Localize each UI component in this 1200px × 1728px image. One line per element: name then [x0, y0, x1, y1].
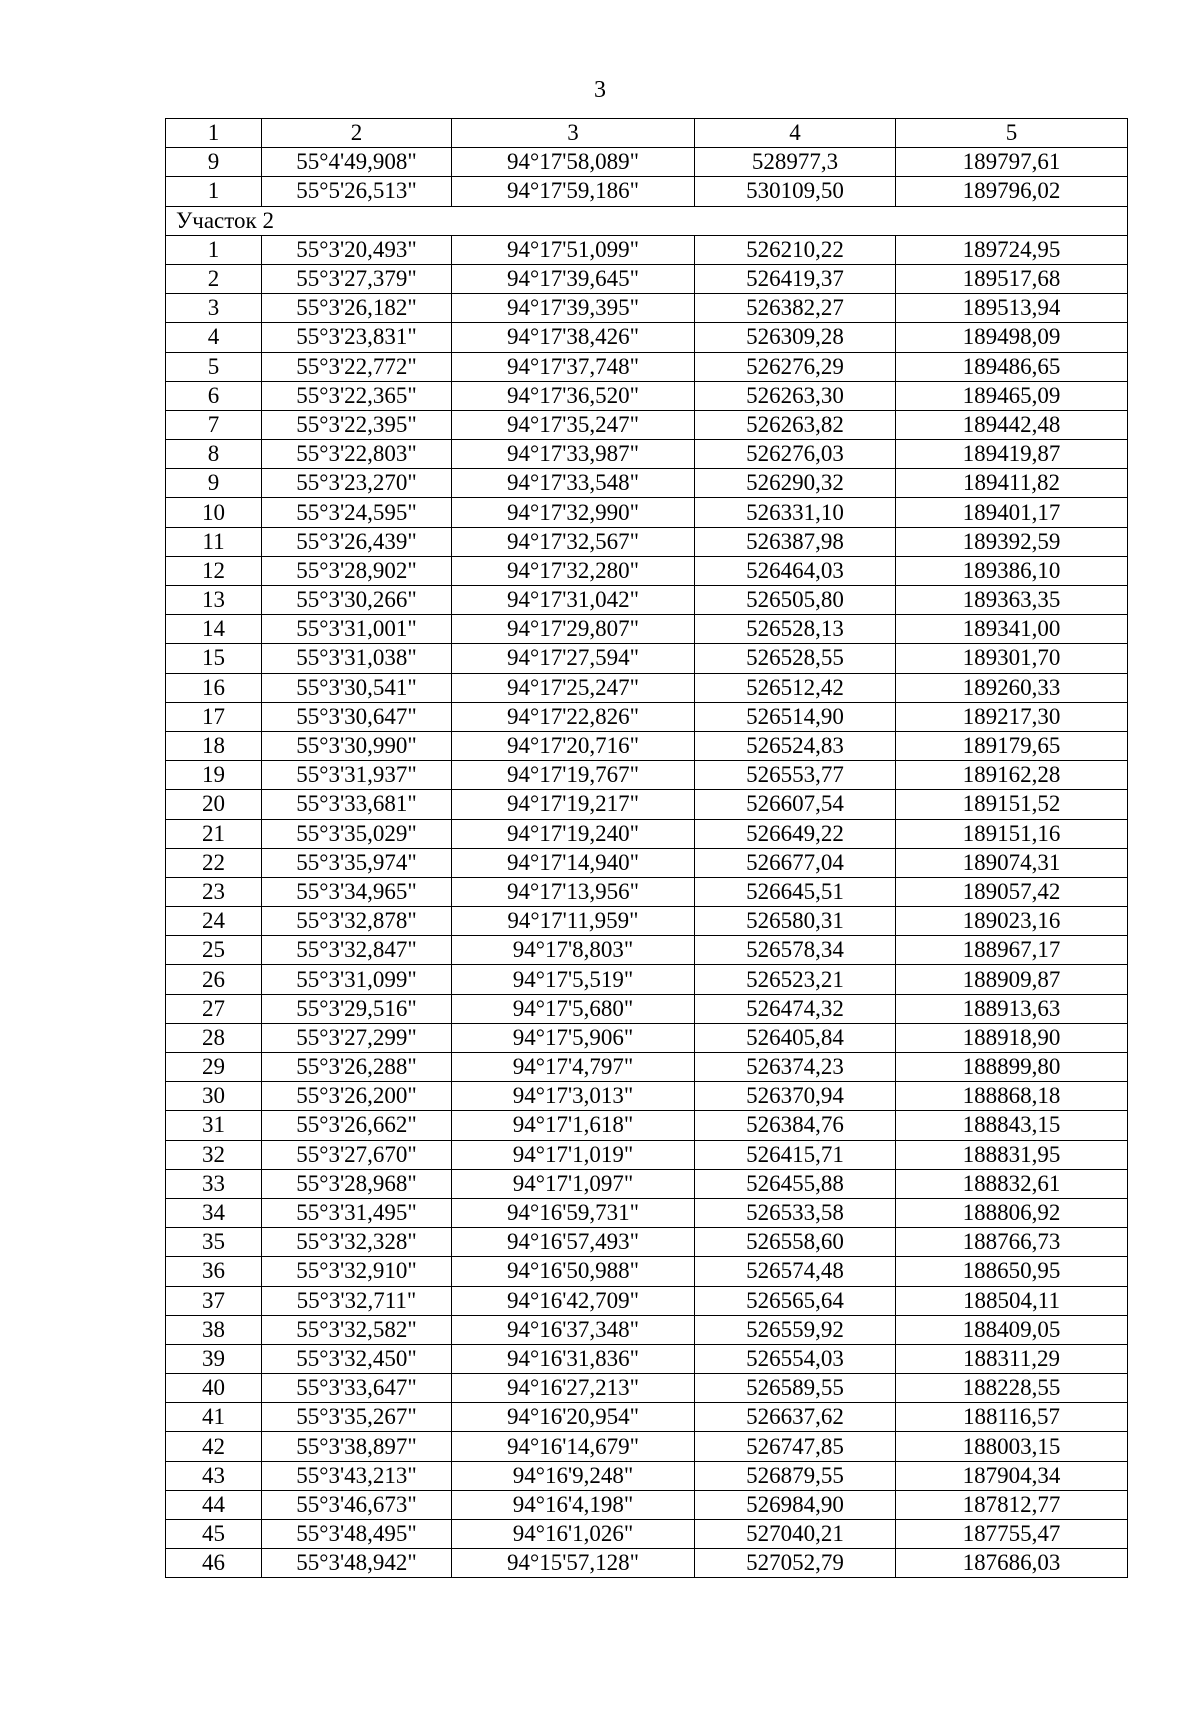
table-row: [166, 1140, 1128, 1169]
table-row: [166, 381, 1128, 410]
table-cell: 189301,70: [896, 644, 1128, 673]
table-cell: 55°3'22,772": [262, 352, 452, 381]
table-cell: 94°16'27,213": [452, 1374, 695, 1403]
table-cell: 19: [166, 761, 262, 790]
table-cell: 94°16'50,988": [452, 1257, 695, 1286]
table-cell: 94°17'32,990": [452, 498, 695, 527]
table-cell: 55°3'27,379": [262, 264, 452, 293]
table-row: [166, 1198, 1128, 1227]
table-cell: 94°16'1,026": [452, 1520, 695, 1549]
coordinates-table-body: [166, 119, 1128, 1578]
table-cell: 188003,15: [896, 1432, 1128, 1461]
table-row: [166, 1520, 1128, 1549]
table-cell: 55°3'31,495": [262, 1198, 452, 1227]
table-cell: 189442,48: [896, 410, 1128, 439]
table-cell: 188843,15: [896, 1111, 1128, 1140]
table-cell: 188311,29: [896, 1344, 1128, 1373]
table-cell: 55°3'31,001": [262, 615, 452, 644]
table-cell: 189057,42: [896, 877, 1128, 906]
table-cell: 189724,95: [896, 235, 1128, 264]
header-cell: 4: [695, 119, 896, 148]
table-cell: 37: [166, 1286, 262, 1315]
table-cell: 526405,84: [695, 1023, 896, 1052]
table-cell: 94°17'32,280": [452, 556, 695, 585]
table-cell: 188967,17: [896, 936, 1128, 965]
table-cell: 526578,34: [695, 936, 896, 965]
table-cell: 189498,09: [896, 323, 1128, 352]
table-cell: 526370,94: [695, 1082, 896, 1111]
table-cell: 94°17'29,807": [452, 615, 695, 644]
table-cell: 24: [166, 907, 262, 936]
table-cell: 94°16'57,493": [452, 1228, 695, 1257]
table-cell: 28: [166, 1023, 262, 1052]
table-row: [166, 498, 1128, 527]
table-cell: 40: [166, 1374, 262, 1403]
table-cell: 34: [166, 1198, 262, 1227]
table-cell: 15: [166, 644, 262, 673]
table-cell: 526984,90: [695, 1490, 896, 1519]
table-cell: 94°17'36,520": [452, 381, 695, 410]
table-row: [166, 410, 1128, 439]
table-row: [166, 819, 1128, 848]
table-cell: 55°3'32,328": [262, 1228, 452, 1257]
table-cell: 189465,09: [896, 381, 1128, 410]
table-cell: 1: [166, 235, 262, 264]
table-cell: 526553,77: [695, 761, 896, 790]
header-cell: 2: [262, 119, 452, 148]
table-row: [166, 1549, 1128, 1578]
table-cell: 189486,65: [896, 352, 1128, 381]
table-cell: 526558,60: [695, 1228, 896, 1257]
table-row: [166, 1432, 1128, 1461]
table-cell: 55°3'32,910": [262, 1257, 452, 1286]
table-cell: 23: [166, 877, 262, 906]
section-row: [166, 206, 1128, 235]
table-cell: 35: [166, 1228, 262, 1257]
table-row: [166, 1403, 1128, 1432]
table-cell: 36: [166, 1257, 262, 1286]
table-cell: 526524,83: [695, 731, 896, 760]
table-cell: 14: [166, 615, 262, 644]
table-cell: 528977,3: [695, 148, 896, 177]
table-cell: 55°3'33,647": [262, 1374, 452, 1403]
table-cell: 526474,32: [695, 994, 896, 1023]
table-cell: 39: [166, 1344, 262, 1373]
table-cell: 55°3'46,673": [262, 1490, 452, 1519]
table-cell: 55°3'23,270": [262, 469, 452, 498]
table-cell: 188899,80: [896, 1053, 1128, 1082]
table-cell: 526574,48: [695, 1257, 896, 1286]
table-row: [166, 907, 1128, 936]
table-cell: 18: [166, 731, 262, 760]
section-label: Участок 2: [166, 206, 1128, 235]
table-cell: 94°17'39,645": [452, 264, 695, 293]
table-cell: 94°17'5,519": [452, 965, 695, 994]
table-cell: 526523,21: [695, 965, 896, 994]
table-cell: 94°17'19,217": [452, 790, 695, 819]
table-cell: 526290,32: [695, 469, 896, 498]
table-cell: 55°3'26,439": [262, 527, 452, 556]
table-cell: 94°17'3,013": [452, 1082, 695, 1111]
table-cell: 526263,30: [695, 381, 896, 410]
table-cell: 55°3'48,942": [262, 1549, 452, 1578]
table-cell: 526309,28: [695, 323, 896, 352]
table-cell: 188766,73: [896, 1228, 1128, 1257]
table-cell: 189392,59: [896, 527, 1128, 556]
table-cell: 189151,16: [896, 819, 1128, 848]
table-cell: 55°3'30,647": [262, 702, 452, 731]
table-cell: 21: [166, 819, 262, 848]
table-cell: 189023,16: [896, 907, 1128, 936]
table-cell: 55°3'30,990": [262, 731, 452, 760]
table-cell: 189260,33: [896, 673, 1128, 702]
table-row: [166, 790, 1128, 819]
table-cell: 29: [166, 1053, 262, 1082]
table-cell: 55°3'26,200": [262, 1082, 452, 1111]
table-cell: 188806,92: [896, 1198, 1128, 1227]
table-cell: 55°3'28,968": [262, 1169, 452, 1198]
table-cell: 526533,58: [695, 1198, 896, 1227]
table-cell: 55°3'43,213": [262, 1461, 452, 1490]
table-cell: 94°16'14,679": [452, 1432, 695, 1461]
table-cell: 189151,52: [896, 790, 1128, 819]
table-row: [166, 936, 1128, 965]
table-cell: 188913,63: [896, 994, 1128, 1023]
table-row: [166, 877, 1128, 906]
table-cell: 94°17'4,797": [452, 1053, 695, 1082]
table-cell: 527052,79: [695, 1549, 896, 1578]
table-cell: 526415,71: [695, 1140, 896, 1169]
table-cell: 187755,47: [896, 1520, 1128, 1549]
table-cell: 55°3'23,831": [262, 323, 452, 352]
table-cell: 9: [166, 148, 262, 177]
table-cell: 94°17'58,089": [452, 148, 695, 177]
table-cell: 17: [166, 702, 262, 731]
table-cell: 526528,55: [695, 644, 896, 673]
table-row: [166, 1286, 1128, 1315]
table-cell: 7: [166, 410, 262, 439]
table-cell: 55°3'30,266": [262, 586, 452, 615]
table-cell: 94°16'59,731": [452, 1198, 695, 1227]
table-cell: 527040,21: [695, 1520, 896, 1549]
table-cell: 189217,30: [896, 702, 1128, 731]
table-cell: 526276,03: [695, 440, 896, 469]
table-row: [166, 527, 1128, 556]
table-row: [166, 1374, 1128, 1403]
table-cell: 189401,17: [896, 498, 1128, 527]
table-cell: 10: [166, 498, 262, 527]
table-cell: 20: [166, 790, 262, 819]
table-cell: 55°3'48,495": [262, 1520, 452, 1549]
table-row: [166, 556, 1128, 585]
table-cell: 55°3'31,038": [262, 644, 452, 673]
table-cell: 189513,94: [896, 294, 1128, 323]
table-cell: 94°16'4,198": [452, 1490, 695, 1519]
table-cell: 42: [166, 1432, 262, 1461]
table-row: [166, 1053, 1128, 1082]
table-cell: 189363,35: [896, 586, 1128, 615]
table-row: [166, 1228, 1128, 1257]
table-cell: 55°3'35,029": [262, 819, 452, 848]
table-cell: 55°3'32,878": [262, 907, 452, 936]
table-cell: 94°16'20,954": [452, 1403, 695, 1432]
table-cell: 187812,77: [896, 1490, 1128, 1519]
table-cell: 187904,34: [896, 1461, 1128, 1490]
table-cell: 55°3'34,965": [262, 877, 452, 906]
table-cell: 94°17'1,097": [452, 1169, 695, 1198]
table-cell: 32: [166, 1140, 262, 1169]
table-cell: 25: [166, 936, 262, 965]
table-cell: 11: [166, 527, 262, 556]
table-cell: 189074,31: [896, 848, 1128, 877]
table-row: [166, 323, 1128, 352]
table-row: [166, 673, 1128, 702]
table-cell: 94°17'13,956": [452, 877, 695, 906]
table-cell: 33: [166, 1169, 262, 1198]
table-cell: 94°17'5,680": [452, 994, 695, 1023]
table-cell: 55°3'26,288": [262, 1053, 452, 1082]
table-cell: 526263,82: [695, 410, 896, 439]
table-row: [166, 1315, 1128, 1344]
table-row: [166, 965, 1128, 994]
table-cell: 526210,22: [695, 235, 896, 264]
table-cell: 526637,62: [695, 1403, 896, 1432]
table-row: [166, 731, 1128, 760]
table-cell: 94°17'38,426": [452, 323, 695, 352]
table-row: [166, 294, 1128, 323]
table-cell: 526747,85: [695, 1432, 896, 1461]
table-cell: 526677,04: [695, 848, 896, 877]
table-row: [166, 848, 1128, 877]
table-cell: 188504,11: [896, 1286, 1128, 1315]
table-cell: 188918,90: [896, 1023, 1128, 1052]
table-row: [166, 994, 1128, 1023]
table-cell: 94°15'57,128": [452, 1549, 695, 1578]
table-cell: 526528,13: [695, 615, 896, 644]
table-cell: 94°17'19,767": [452, 761, 695, 790]
table-cell: 55°3'22,803": [262, 440, 452, 469]
table-cell: 55°3'27,670": [262, 1140, 452, 1169]
table-row: [166, 352, 1128, 381]
table-cell: 41: [166, 1403, 262, 1432]
table-cell: 94°16'42,709": [452, 1286, 695, 1315]
table-cell: 94°17'1,618": [452, 1111, 695, 1140]
table-cell: 94°16'31,836": [452, 1344, 695, 1373]
table-cell: 2: [166, 264, 262, 293]
table-row: [166, 761, 1128, 790]
table-cell: 188831,95: [896, 1140, 1128, 1169]
table-cell: 526554,03: [695, 1344, 896, 1373]
table-cell: 6: [166, 381, 262, 410]
table-cell: 526387,98: [695, 527, 896, 556]
table-cell: 189796,02: [896, 177, 1128, 206]
table-cell: 8: [166, 440, 262, 469]
table-cell: 188116,57: [896, 1403, 1128, 1432]
header-cell: 5: [896, 119, 1128, 148]
page-number: 3: [594, 77, 606, 103]
table-row: [166, 440, 1128, 469]
table-cell: 55°3'20,493": [262, 235, 452, 264]
table-cell: 187686,03: [896, 1549, 1128, 1578]
table-cell: 1: [166, 177, 262, 206]
table-cell: 189419,87: [896, 440, 1128, 469]
table-row: [166, 1257, 1128, 1286]
table-cell: 526419,37: [695, 264, 896, 293]
table-cell: 189797,61: [896, 148, 1128, 177]
table-cell: 55°3'26,182": [262, 294, 452, 323]
table-cell: 55°3'29,516": [262, 994, 452, 1023]
table-cell: 94°17'39,395": [452, 294, 695, 323]
table-cell: 526374,23: [695, 1053, 896, 1082]
table-cell: 55°3'26,662": [262, 1111, 452, 1140]
table-cell: 530109,50: [695, 177, 896, 206]
table-cell: 55°3'35,267": [262, 1403, 452, 1432]
table-row: [166, 264, 1128, 293]
table-cell: 526649,22: [695, 819, 896, 848]
table-cell: 46: [166, 1549, 262, 1578]
table-cell: 55°3'22,395": [262, 410, 452, 439]
table-cell: 55°4'49,908": [262, 148, 452, 177]
table-cell: 94°17'14,940": [452, 848, 695, 877]
table-cell: 31: [166, 1111, 262, 1140]
table-row: [166, 1461, 1128, 1490]
table-row: [166, 1023, 1128, 1052]
table-cell: 55°3'35,974": [262, 848, 452, 877]
table-cell: 55°3'31,099": [262, 965, 452, 994]
table-row: [166, 586, 1128, 615]
table-cell: 189517,68: [896, 264, 1128, 293]
table-cell: 526276,29: [695, 352, 896, 381]
table-cell: 94°17'22,826": [452, 702, 695, 731]
table-cell: 188868,18: [896, 1082, 1128, 1111]
table-row: [166, 148, 1128, 177]
table-cell: 189411,82: [896, 469, 1128, 498]
table-cell: 94°17'33,548": [452, 469, 695, 498]
table-cell: 55°3'30,541": [262, 673, 452, 702]
table-cell: 55°3'24,595": [262, 498, 452, 527]
table-row: [166, 1169, 1128, 1198]
table-cell: 526455,88: [695, 1169, 896, 1198]
table-cell: 55°3'33,681": [262, 790, 452, 819]
table-cell: 94°17'31,042": [452, 586, 695, 615]
table-cell: 9: [166, 469, 262, 498]
table-cell: 12: [166, 556, 262, 585]
table-cell: 94°17'33,987": [452, 440, 695, 469]
table-cell: 26: [166, 965, 262, 994]
table-cell: 27: [166, 994, 262, 1023]
table-cell: 526384,76: [695, 1111, 896, 1140]
table-cell: 55°3'32,582": [262, 1315, 452, 1344]
table-cell: 4: [166, 323, 262, 352]
header-cell: 3: [452, 119, 695, 148]
table-cell: 94°17'20,716": [452, 731, 695, 760]
table-cell: 189179,65: [896, 731, 1128, 760]
table-cell: 38: [166, 1315, 262, 1344]
table-cell: 55°3'28,902": [262, 556, 452, 585]
table-cell: 526607,54: [695, 790, 896, 819]
table-cell: 94°16'37,348": [452, 1315, 695, 1344]
table-cell: 526514,90: [695, 702, 896, 731]
table-cell: 94°17'37,748": [452, 352, 695, 381]
table-cell: 22: [166, 848, 262, 877]
table-cell: 94°17'51,099": [452, 235, 695, 264]
table-cell: 94°17'59,186": [452, 177, 695, 206]
table-cell: 94°16'9,248": [452, 1461, 695, 1490]
table-cell: 30: [166, 1082, 262, 1111]
table-cell: 55°3'32,847": [262, 936, 452, 965]
table-cell: 43: [166, 1461, 262, 1490]
table-cell: 526580,31: [695, 907, 896, 936]
table-row: [166, 177, 1128, 206]
table-cell: 13: [166, 586, 262, 615]
table-row: [166, 615, 1128, 644]
table-cell: 44: [166, 1490, 262, 1519]
table-cell: 189341,00: [896, 615, 1128, 644]
table-cell: 94°17'19,240": [452, 819, 695, 848]
table-cell: 94°17'35,247": [452, 410, 695, 439]
table-cell: 3: [166, 294, 262, 323]
table-cell: 526331,10: [695, 498, 896, 527]
table-row: [166, 644, 1128, 673]
table-cell: 526565,64: [695, 1286, 896, 1315]
table-cell: 94°17'25,247": [452, 673, 695, 702]
table-cell: 526505,80: [695, 586, 896, 615]
table-cell: 188650,95: [896, 1257, 1128, 1286]
table-cell: 94°17'5,906": [452, 1023, 695, 1052]
table-cell: 526382,27: [695, 294, 896, 323]
table-cell: 94°17'1,019": [452, 1140, 695, 1169]
table-row: [166, 1111, 1128, 1140]
table-cell: 94°17'8,803": [452, 936, 695, 965]
table-cell: 188409,05: [896, 1315, 1128, 1344]
header-cell: 1: [166, 119, 262, 148]
table-cell: 55°3'32,450": [262, 1344, 452, 1373]
table-cell: 189162,28: [896, 761, 1128, 790]
table-cell: 55°3'22,365": [262, 381, 452, 410]
table-cell: 94°17'11,959": [452, 907, 695, 936]
table-row: [166, 469, 1128, 498]
table-cell: 526464,03: [695, 556, 896, 585]
table-cell: 189386,10: [896, 556, 1128, 585]
table-row: [166, 702, 1128, 731]
table-header-row: [166, 119, 1128, 148]
table-cell: 526589,55: [695, 1374, 896, 1403]
table-cell: 16: [166, 673, 262, 702]
table-cell: 55°3'27,299": [262, 1023, 452, 1052]
table-cell: 188832,61: [896, 1169, 1128, 1198]
table-cell: 188228,55: [896, 1374, 1128, 1403]
table-cell: 55°3'31,937": [262, 761, 452, 790]
table-cell: 526645,51: [695, 877, 896, 906]
table-cell: 45: [166, 1520, 262, 1549]
table-row: [166, 1344, 1128, 1373]
table-cell: 94°17'27,594": [452, 644, 695, 673]
table-cell: 5: [166, 352, 262, 381]
table-cell: 188909,87: [896, 965, 1128, 994]
table-row: [166, 1490, 1128, 1519]
table-cell: 526559,92: [695, 1315, 896, 1344]
table-cell: 526879,55: [695, 1461, 896, 1490]
table-row: [166, 235, 1128, 264]
table-row: [166, 1082, 1128, 1111]
table-cell: 94°17'32,567": [452, 527, 695, 556]
table-cell: 55°3'38,897": [262, 1432, 452, 1461]
table-cell: 55°3'32,711": [262, 1286, 452, 1315]
table-cell: 55°5'26,513": [262, 177, 452, 206]
coordinates-table: [165, 118, 1128, 1578]
table-cell: 526512,42: [695, 673, 896, 702]
